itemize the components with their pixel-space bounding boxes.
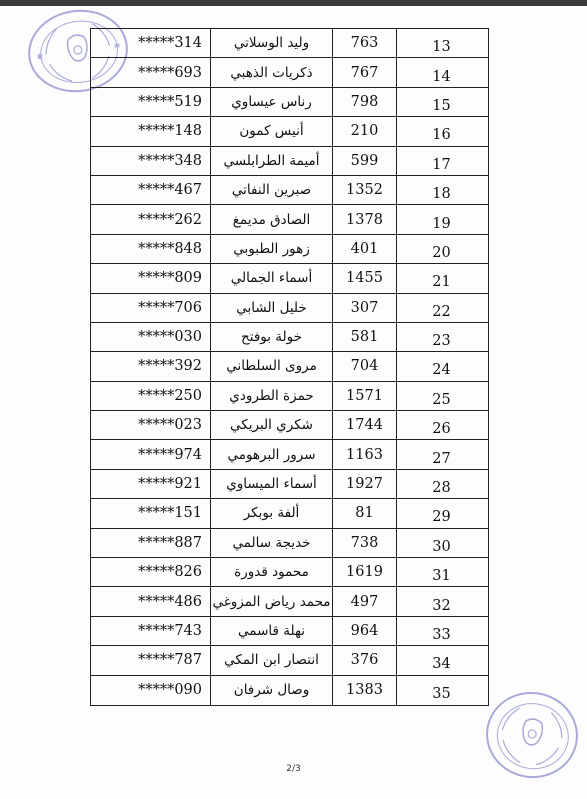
member-name-cell: أنيس كمون (211, 117, 333, 145)
table-row (91, 676, 488, 705)
member-name-cell: زهور الطبوبي (211, 235, 333, 263)
member-code-cell: *****314 (91, 29, 211, 57)
row-number-cell: 25 (432, 391, 451, 408)
row-number-cell: 13 (432, 39, 451, 56)
member-name-cell: خديجة سالمي (211, 529, 333, 557)
votes-cell: 1571 (333, 382, 397, 410)
member-code-cell: *****787 (91, 646, 211, 674)
table-row (91, 235, 488, 264)
table-row (91, 529, 488, 558)
member-code-cell: *****030 (91, 323, 211, 351)
member-code-cell: *****743 (91, 617, 211, 645)
votes-cell: 401 (333, 235, 397, 263)
table-row (91, 117, 488, 146)
results-table (90, 28, 489, 706)
member-code-cell: *****706 (91, 294, 211, 322)
svg-text:✱: ✱ (113, 41, 121, 51)
row-number-cell: 23 (432, 333, 451, 350)
table-row (91, 499, 488, 528)
member-name-cell: صبرين النفاتي (211, 176, 333, 204)
row-number-cell: 24 (432, 362, 451, 379)
row-number-cell: 27 (432, 450, 451, 467)
votes-cell: 1744 (333, 411, 397, 439)
member-name-cell: حمزة الطرودي (211, 382, 333, 410)
row-number-cell: 19 (432, 215, 451, 232)
votes-cell: 81 (333, 499, 397, 527)
stamp-emblem-icon (480, 686, 583, 784)
votes-cell: 1927 (333, 470, 397, 498)
member-code-cell: *****848 (91, 235, 211, 263)
votes-cell: 1378 (333, 205, 397, 233)
table-row (91, 58, 488, 87)
member-name-cell: نهلة قاسمي (211, 617, 333, 645)
votes-cell: 738 (333, 529, 397, 557)
table-row (91, 382, 488, 411)
svg-text:✱: ✱ (35, 51, 44, 62)
table-row (91, 176, 488, 205)
votes-cell: 1383 (333, 676, 397, 705)
row-number-cell: 32 (432, 597, 451, 614)
member-code-cell: *****921 (91, 470, 211, 498)
votes-cell: 376 (333, 646, 397, 674)
member-name-cell: أسماء الجمالي (211, 264, 333, 292)
votes-cell: 1163 (333, 440, 397, 468)
member-name-cell: محمود قدورة (211, 558, 333, 586)
row-number-cell: 31 (432, 568, 451, 585)
row-number-cell: 16 (432, 127, 451, 144)
member-code-cell: *****693 (91, 58, 211, 86)
table-row (91, 205, 488, 234)
table-row (91, 617, 488, 646)
member-code-cell: *****023 (91, 411, 211, 439)
row-number-cell: 15 (432, 97, 451, 114)
member-name-cell: وصال شرفان (211, 676, 333, 705)
row-number-cell: 17 (432, 156, 451, 173)
member-name-cell: مروى السلطاني (211, 352, 333, 380)
row-number-cell: 29 (432, 509, 451, 526)
row-number-cell: 21 (432, 274, 451, 291)
official-stamp-bottom (480, 686, 583, 784)
row-number-cell: 18 (432, 186, 451, 203)
table-row (91, 587, 488, 616)
page-number: 2/3 (286, 764, 301, 774)
row-number-cell: 26 (432, 421, 451, 438)
votes-cell: 964 (333, 617, 397, 645)
table-row (91, 264, 488, 293)
table-row (91, 558, 488, 587)
member-name-cell: ألفة بوبكر (211, 499, 333, 527)
member-code-cell: *****090 (91, 676, 211, 705)
votes-cell: 763 (333, 29, 397, 57)
table-row (91, 440, 488, 469)
member-code-cell: *****262 (91, 205, 211, 233)
member-name-cell: شكري البريكي (211, 411, 333, 439)
votes-cell: 581 (333, 323, 397, 351)
member-name-cell: محمد رياض المزوغي (211, 587, 333, 615)
votes-cell: 1352 (333, 176, 397, 204)
table-row (91, 147, 488, 176)
table-row (91, 411, 488, 440)
member-name-cell: خولة بوفتح (211, 323, 333, 351)
member-code-cell: *****392 (91, 352, 211, 380)
table-row (91, 88, 488, 117)
member-name-cell: الصادق مديمغ (211, 205, 333, 233)
row-number-cell: 34 (432, 656, 451, 673)
member-code-cell: *****887 (91, 529, 211, 557)
votes-cell: 704 (333, 352, 397, 380)
row-number-cell: 35 (432, 686, 451, 703)
member-code-cell: *****826 (91, 558, 211, 586)
member-name-cell: أسماء الميساوي (211, 470, 333, 498)
member-code-cell: *****809 (91, 264, 211, 292)
member-code-cell: *****151 (91, 499, 211, 527)
member-code-cell: *****519 (91, 88, 211, 116)
row-number-cell: 14 (432, 68, 451, 85)
document-page (0, 6, 587, 799)
votes-cell: 798 (333, 88, 397, 116)
table-row (91, 352, 488, 381)
votes-cell: 1619 (333, 558, 397, 586)
member-code-cell: *****250 (91, 382, 211, 410)
table-row (91, 294, 488, 323)
row-number-cell: 20 (432, 244, 451, 261)
member-name-cell: وليد الوسلاتي (211, 29, 333, 57)
member-name-cell: سرور البرهومي (211, 440, 333, 468)
votes-cell: 599 (333, 147, 397, 175)
member-name-cell: ذكريات الذهبي (211, 58, 333, 86)
row-number-cell: 33 (432, 627, 451, 643)
table-row (91, 29, 488, 58)
member-name-cell: رناس عيساوي (211, 88, 333, 116)
table-row (91, 470, 488, 499)
member-code-cell: *****974 (91, 440, 211, 468)
member-code-cell: *****486 (91, 587, 211, 615)
member-code-cell: *****148 (91, 117, 211, 145)
votes-cell: 210 (333, 117, 397, 145)
row-number-cell: 28 (432, 480, 451, 497)
row-number-cell: 30 (432, 538, 451, 555)
member-name-cell: أميمة الطرابلسي (211, 147, 333, 175)
row-number-cell: 22 (432, 303, 451, 320)
member-name-cell: انتصار ابن المكي (211, 646, 333, 674)
votes-cell: 307 (333, 294, 397, 322)
votes-cell: 767 (333, 58, 397, 86)
votes-cell: 497 (333, 587, 397, 615)
member-code-cell: *****467 (91, 176, 211, 204)
votes-cell: 1455 (333, 264, 397, 292)
table-row (91, 646, 488, 675)
member-code-cell: *****348 (91, 147, 211, 175)
member-name-cell: خليل الشابي (211, 294, 333, 322)
table-row (91, 323, 488, 352)
